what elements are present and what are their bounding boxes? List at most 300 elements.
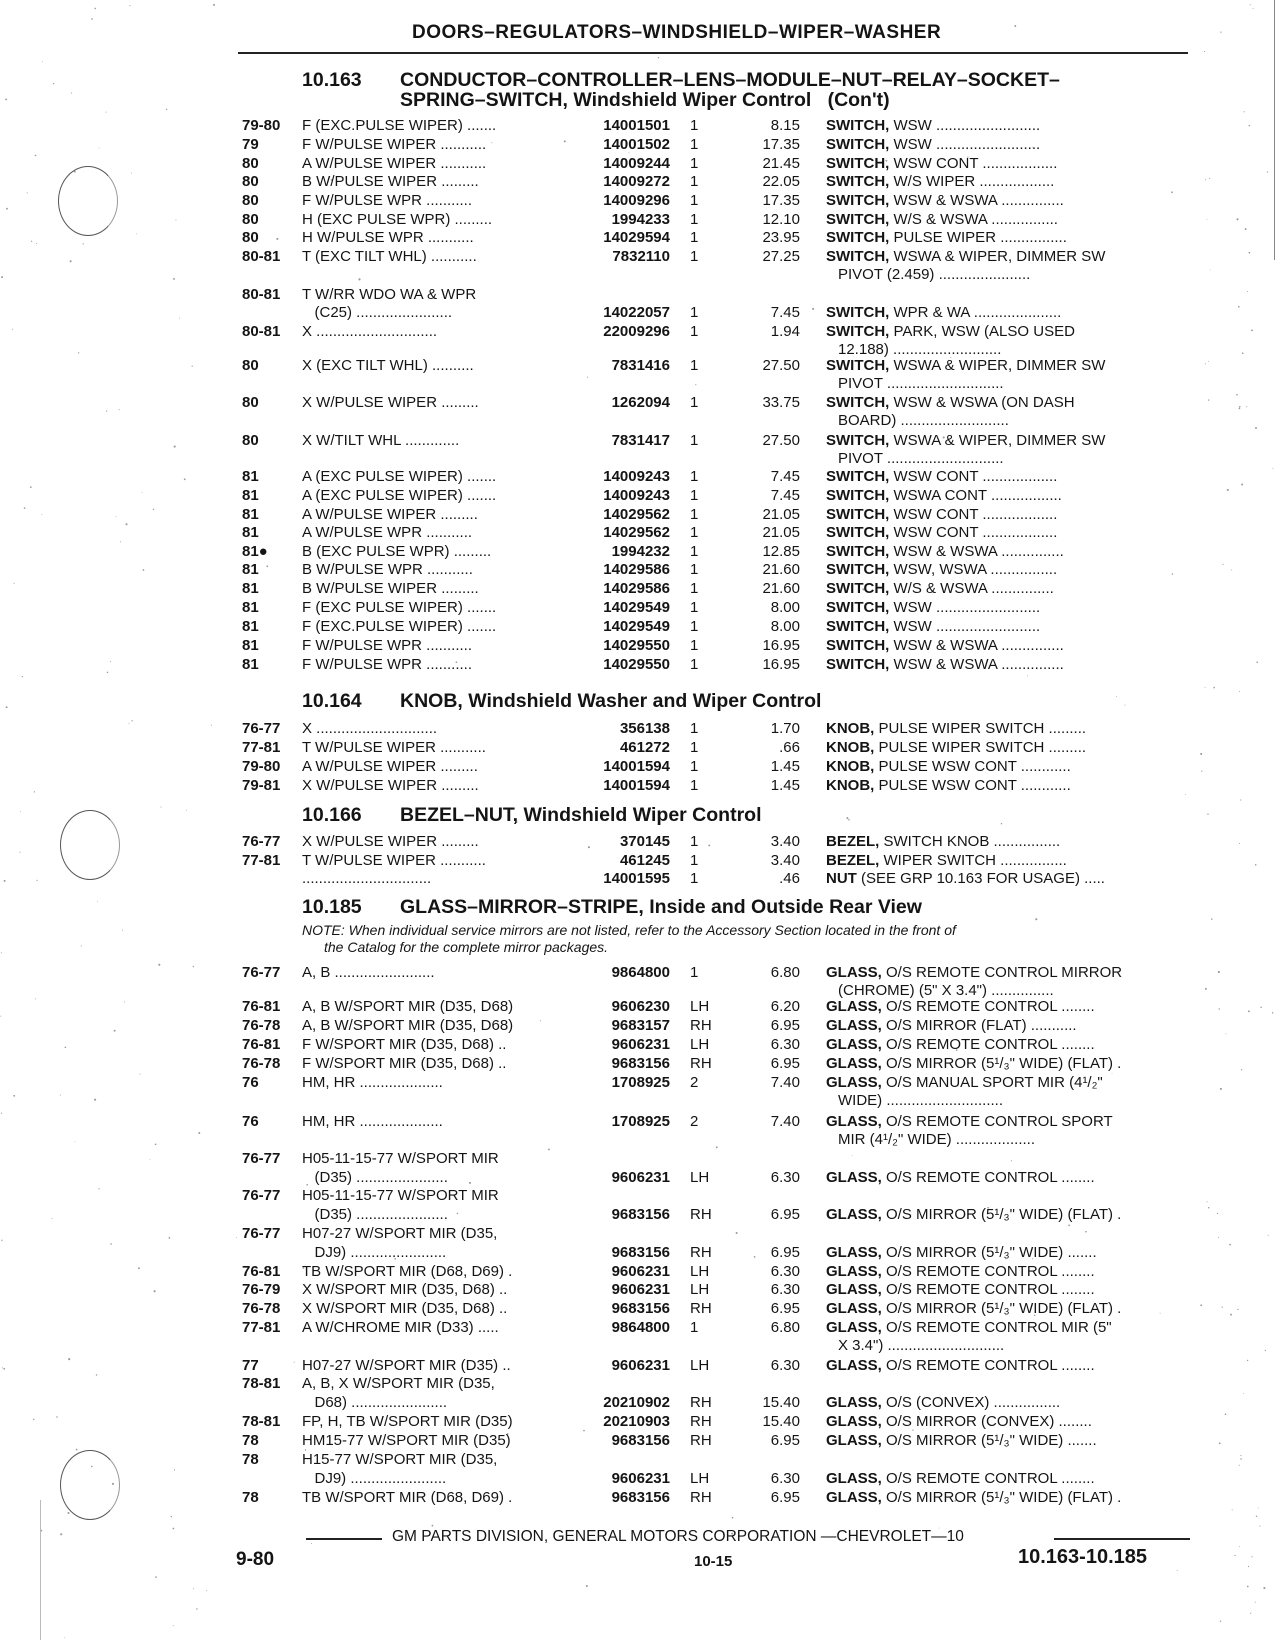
- part-detail: (SEE GRP 10.163 FOR USAGE) .....: [856, 870, 1105, 887]
- model-description: X W/PULSE WIPER .........: [302, 833, 479, 850]
- footer-group-range: 10.163-10.185: [1018, 1546, 1148, 1568]
- model-description: A, B W/SPORT MIR (D35, D68): [302, 1017, 514, 1034]
- quantity: RH: [690, 1017, 712, 1034]
- parts-row: [0, 303, 1280, 322]
- parts-row: [0, 1035, 1280, 1054]
- price: 6.80: [770, 964, 800, 981]
- part-number: 9683157: [611, 1017, 670, 1034]
- part-number: 1994232: [611, 543, 670, 560]
- part-name: GLASS,: [826, 1017, 882, 1034]
- speck: [1124, 705, 1125, 706]
- price: 27.50: [762, 432, 800, 449]
- part-detail: WSWA CONT .................: [889, 487, 1062, 504]
- model-year: 80: [242, 394, 259, 411]
- part-number: 14001502: [603, 136, 670, 153]
- part-name: SWITCH,: [826, 506, 890, 523]
- part-detail: O/S MIRROR (5¹/₃" WIDE) .......: [881, 1432, 1097, 1449]
- speck: [1251, 1556, 1252, 1557]
- part-number: 9683156: [611, 1489, 670, 1506]
- part-detail: O/S REMOTE CONTROL ........: [881, 1263, 1095, 1280]
- parts-row: [0, 997, 1280, 1016]
- part-number: 1262094: [611, 394, 670, 411]
- model-description: A W/PULSE WIPER ...........: [302, 155, 487, 172]
- model-year: 76: [242, 1113, 259, 1130]
- section-10-185-heading: [302, 897, 922, 917]
- model-description: B W/PULSE WIPER .........: [302, 580, 479, 597]
- model-year: 76-77: [242, 964, 281, 981]
- price: 6.30: [770, 1263, 800, 1280]
- model-description: DJ9) .......................: [302, 1470, 447, 1487]
- page-header: DOORS–REGULATORS–WINDSHIELD–WIPER–WASHER: [412, 22, 942, 43]
- quantity: LH: [690, 1036, 710, 1053]
- model-year: 76-77: [242, 720, 281, 737]
- part-name: GLASS,: [826, 1489, 882, 1506]
- speck: [42, 61, 43, 62]
- speck: [1177, 1570, 1178, 1571]
- model-year: 77-81: [242, 852, 281, 869]
- model-description: H07-27 W/SPORT MIR (D35) ..: [302, 1357, 511, 1374]
- part-description: [826, 1299, 1192, 1318]
- quantity: 1: [690, 192, 699, 209]
- part-name: SWITCH,: [826, 357, 890, 374]
- part-name: SWITCH,: [826, 656, 890, 673]
- section-title: BEZEL–NUT, Windshield Wiper Control: [400, 804, 762, 826]
- part-name: NUT: [826, 870, 857, 887]
- quantity: RH: [690, 1413, 712, 1430]
- part-detail: WSW & WSWA ...............: [889, 637, 1064, 654]
- speck: [1207, 813, 1208, 814]
- part-name: GLASS,: [826, 1394, 882, 1411]
- part-name: GLASS,: [826, 1074, 882, 1091]
- part-detail: O/S MIRROR (5¹/₃" WIDE) .......: [881, 1244, 1097, 1261]
- speck: [1258, 1507, 1259, 1508]
- speck: [732, 1517, 734, 1519]
- part-number: 9683156: [611, 1244, 670, 1261]
- part-number: 1708925: [611, 1074, 670, 1091]
- model-year: 77-81: [242, 739, 281, 756]
- speck: [173, 1625, 174, 1626]
- parts-row: [0, 1488, 1280, 1507]
- parts-row: [0, 393, 1280, 412]
- model-description: X .............................: [302, 720, 438, 737]
- price: 6.30: [770, 1470, 800, 1487]
- price: 15.40: [762, 1413, 800, 1430]
- model-description: H05-11-15-77 W/SPORT MIR: [302, 1187, 499, 1204]
- quantity: 1: [690, 136, 699, 153]
- parts-row: [0, 1393, 1280, 1412]
- part-description: [826, 1431, 1192, 1450]
- speck: [186, 810, 187, 811]
- part-detail: O/S REMOTE CONTROL MIRROR: [881, 964, 1123, 981]
- part-name: GLASS,: [826, 998, 882, 1015]
- model-year: 76-78: [242, 1017, 281, 1034]
- speck: [71, 93, 72, 94]
- model-description: F (EXC.PULSE WIPER) .......: [302, 117, 497, 134]
- model-description: (D35) ......................: [302, 1169, 448, 1186]
- speck: [173, 1528, 175, 1530]
- part-name: KNOB,: [826, 739, 875, 756]
- parts-row: [0, 1112, 1280, 1131]
- quantity: 1: [690, 964, 699, 981]
- part-description: [826, 1168, 1192, 1187]
- quantity: 1: [690, 468, 699, 485]
- section-number: 10.163: [302, 69, 362, 91]
- part-description: [826, 1054, 1192, 1073]
- speck: [166, 109, 167, 110]
- parts-row: [0, 322, 1280, 341]
- part-name: SWITCH,: [826, 192, 890, 209]
- part-description: [826, 869, 1192, 888]
- model-year: 79-80: [242, 117, 281, 134]
- part-name: SWITCH,: [826, 618, 890, 635]
- model-description: H (EXC PULSE WPR) .........: [302, 211, 493, 228]
- speck: [106, 112, 107, 113]
- parts-row: [0, 431, 1280, 450]
- parts-row: [0, 1224, 1280, 1243]
- model-year: 81: [242, 580, 259, 597]
- parts-row: [0, 560, 1280, 579]
- price: 6.95: [770, 1300, 800, 1317]
- part-detail: WSW & WSWA ...............: [889, 543, 1064, 560]
- speck: [658, 57, 659, 58]
- price: 6.30: [770, 1036, 800, 1053]
- part-description: [826, 210, 1192, 229]
- price: 7.45: [770, 468, 800, 485]
- quantity: RH: [690, 1206, 712, 1223]
- section-title: GLASS–MIRROR–STRIPE, Inside and Outside Rear View: [400, 896, 922, 918]
- quantity: 1: [690, 833, 699, 850]
- speck: [311, 1543, 312, 1544]
- part-name: GLASS,: [826, 1300, 882, 1317]
- parts-row: [0, 1054, 1280, 1073]
- model-description: H05-11-15-77 W/SPORT MIR: [302, 1150, 499, 1167]
- quantity: 1: [690, 229, 699, 246]
- parts-row: [0, 776, 1280, 795]
- part-description: [826, 776, 1192, 795]
- price: 21.05: [762, 524, 800, 541]
- part-detail: WSW CONT ..................: [889, 155, 1058, 172]
- parts-row: [0, 1149, 1280, 1168]
- parts-row: [0, 172, 1280, 191]
- price: 6.95: [770, 1432, 800, 1449]
- price: 6.95: [770, 1017, 800, 1034]
- model-description: (C25) .......................: [302, 304, 453, 321]
- part-description-continued: PIVOT ............................: [838, 375, 1004, 392]
- speck: [1027, 675, 1028, 676]
- price: 6.30: [770, 1357, 800, 1374]
- part-detail: WPR & WA .....................: [889, 304, 1062, 321]
- part-number: 370145: [619, 833, 670, 850]
- speck: [1253, 8, 1254, 9]
- price: 6.30: [770, 1169, 800, 1186]
- speck: [1248, 1566, 1249, 1567]
- quantity: RH: [690, 1300, 712, 1317]
- parts-row: [0, 285, 1280, 304]
- quantity: LH: [690, 998, 710, 1015]
- part-description: [826, 1280, 1192, 1299]
- model-description: FP, H, TB W/SPORT MIR (D35): [302, 1413, 513, 1430]
- speck: [1205, 687, 1206, 688]
- part-description: [826, 356, 1192, 375]
- model-year: 81: [242, 599, 259, 616]
- part-description: [826, 579, 1192, 598]
- model-description: A W/PULSE WIPER .........: [302, 506, 478, 523]
- part-number: 9683156: [611, 1432, 670, 1449]
- quantity: 1: [690, 561, 699, 578]
- model-year: 81: [242, 487, 259, 504]
- model-description: F W/SPORT MIR (D35, D68) ..: [302, 1055, 507, 1072]
- quantity: 2: [690, 1113, 699, 1130]
- part-description-continued: BOARD) ..........................: [838, 412, 1009, 429]
- quantity: 1: [690, 211, 699, 228]
- speck: [1204, 51, 1205, 52]
- part-number: 1994233: [611, 211, 670, 228]
- part-name: SWITCH,: [826, 580, 890, 597]
- quantity: 1: [690, 852, 699, 869]
- footer-date: 9-80: [236, 1549, 275, 1570]
- model-description: B W/PULSE WIPER .........: [302, 173, 479, 190]
- parts-row: [0, 1073, 1280, 1092]
- part-description: [826, 757, 1192, 776]
- price: 27.25: [762, 248, 800, 265]
- part-name: GLASS,: [826, 1169, 882, 1186]
- part-description: [826, 598, 1192, 617]
- part-description: [826, 1016, 1192, 1035]
- part-number: 14009243: [603, 468, 670, 485]
- parts-row: [0, 1469, 1280, 1488]
- parts-row: [0, 1299, 1280, 1318]
- price: 17.35: [762, 192, 800, 209]
- model-description: DJ9) .......................: [302, 1244, 447, 1261]
- model-description: H15-77 W/SPORT MIR (D35,: [302, 1451, 498, 1468]
- part-number: 9683156: [611, 1206, 670, 1223]
- quantity: 1: [690, 543, 699, 560]
- price: 27.50: [762, 357, 800, 374]
- quantity: 1: [690, 155, 699, 172]
- part-detail: O/S (CONVEX) ................: [881, 1394, 1061, 1411]
- model-year: 80-81: [242, 323, 281, 340]
- model-year: 81: [242, 506, 259, 523]
- model-description: F W/PULSE WPR ...........: [302, 656, 473, 673]
- quantity: 1: [690, 506, 699, 523]
- speck: [1244, 111, 1245, 112]
- model-year: 76-77: [242, 1225, 281, 1242]
- parts-row-continuation: [0, 449, 1280, 468]
- speck: [586, 1585, 588, 1587]
- model-year: 76-81: [242, 998, 281, 1015]
- part-detail: PULSE WSW CONT ............: [874, 758, 1071, 775]
- model-year: 81: [242, 618, 259, 635]
- model-description: H07-27 W/SPORT MIR (D35,: [302, 1225, 498, 1242]
- part-name: BEZEL,: [826, 833, 880, 850]
- price: 6.80: [770, 1319, 800, 1336]
- quantity: RH: [690, 1489, 712, 1506]
- model-description: A, B ........................: [302, 964, 435, 981]
- part-description-continued: WIDE) ............................: [838, 1092, 1004, 1109]
- model-year: 76-79: [242, 1281, 281, 1298]
- part-number: 9606231: [611, 1036, 670, 1053]
- part-name: GLASS,: [826, 1413, 882, 1430]
- price: 21.05: [762, 506, 800, 523]
- model-description: TB W/SPORT MIR (D68, D69) .: [302, 1489, 513, 1506]
- part-description: [826, 963, 1192, 982]
- section-title-continued: SPRING–SWITCH, Windshield Wiper Control (Con't): [400, 89, 890, 111]
- price: 3.40: [770, 852, 800, 869]
- speck: [60, 1533, 62, 1535]
- price: 3.40: [770, 833, 800, 850]
- parts-row: [0, 228, 1280, 247]
- part-description: [826, 135, 1192, 154]
- model-year: 76-78: [242, 1300, 281, 1317]
- price: 21.60: [762, 580, 800, 597]
- quantity: LH: [690, 1281, 710, 1298]
- speck: [1035, 918, 1037, 920]
- part-number: 14009272: [603, 173, 670, 190]
- part-name: SWITCH,: [826, 394, 890, 411]
- model-year: 76: [242, 1074, 259, 1091]
- parts-row-continuation: [0, 1130, 1280, 1149]
- parts-row: [0, 1262, 1280, 1281]
- model-description: F W/PULSE WPR ...........: [302, 192, 473, 209]
- speck: [1213, 687, 1215, 689]
- price: 1.45: [770, 758, 800, 775]
- price: 21.60: [762, 561, 800, 578]
- model-year: 80-81: [242, 286, 281, 303]
- model-year: 81: [242, 524, 259, 541]
- quantity: 1: [690, 777, 699, 794]
- model-year: 80: [242, 357, 259, 374]
- part-number: 9606231: [611, 1470, 670, 1487]
- model-description: HM15-77 W/SPORT MIR (D35): [302, 1432, 511, 1449]
- part-number: 9606231: [611, 1263, 670, 1280]
- price: 6.30: [770, 1281, 800, 1298]
- part-detail: O/S REMOTE CONTROL ........: [881, 1357, 1095, 1374]
- quantity: 2: [690, 1074, 699, 1091]
- part-name: GLASS,: [826, 1206, 882, 1223]
- part-description: [826, 1262, 1192, 1281]
- speck: [91, 18, 93, 20]
- speck: [122, 930, 123, 931]
- model-description: A W/PULSE WIPER .........: [302, 758, 478, 775]
- model-year: 78-81: [242, 1375, 281, 1392]
- part-detail: PARK, WSW (ALSO USED: [889, 323, 1075, 340]
- part-description: [826, 655, 1192, 674]
- part-number: 7832110: [612, 248, 670, 265]
- parts-row: [0, 1318, 1280, 1337]
- part-number: 14009243: [603, 487, 670, 504]
- part-detail: O/S REMOTE CONTROL ........: [881, 1470, 1095, 1487]
- part-name: GLASS,: [826, 1319, 882, 1336]
- part-number: 461245: [619, 852, 670, 869]
- model-year: 76-77: [242, 833, 281, 850]
- scan-edge-line: [40, 1500, 41, 1640]
- model-description: TB W/SPORT MIR (D68, D69) .: [302, 1263, 513, 1280]
- parts-row: [0, 523, 1280, 542]
- note-line-1: NOTE: When individual service mirrors are not listed, refer to the Accessory Section located in the front of: [302, 922, 956, 938]
- parts-row: [0, 116, 1280, 135]
- speck: [1001, 823, 1002, 824]
- speck: [196, 1608, 197, 1609]
- part-detail: WSW CONT ..................: [889, 468, 1058, 485]
- part-detail: O/S REMOTE CONTROL ........: [881, 1281, 1095, 1298]
- part-detail: PULSE WIPER SWITCH .........: [874, 739, 1087, 756]
- quantity: 1: [690, 432, 699, 449]
- note-line-2: the Catalog for the complete mirror packages.: [324, 939, 609, 955]
- part-detail: WIPER SWITCH ................: [879, 852, 1067, 869]
- section-number: 10.164: [302, 690, 362, 712]
- quantity: 1: [690, 248, 699, 265]
- part-number: 14029562: [603, 524, 670, 541]
- quantity: 1: [690, 720, 699, 737]
- model-description: B (EXC PULSE WPR) .........: [302, 543, 492, 560]
- price: 1.70: [770, 720, 800, 737]
- part-number: 20210902: [603, 1394, 670, 1411]
- part-name: SWITCH,: [826, 561, 890, 578]
- part-number: 14001501: [603, 117, 670, 134]
- part-description: [826, 1073, 1192, 1092]
- parts-row: [0, 210, 1280, 229]
- parts-row-continuation: [0, 411, 1280, 430]
- part-number: 14029550: [603, 656, 670, 673]
- speck: [129, 5, 130, 6]
- part-description: [826, 832, 1192, 851]
- model-description: A, B W/SPORT MIR (D35, D68): [302, 998, 514, 1015]
- parts-row: [0, 247, 1280, 266]
- part-name: GLASS,: [826, 1055, 882, 1072]
- model-description: HM, HR ....................: [302, 1074, 443, 1091]
- speck: [5, 98, 7, 100]
- part-detail: O/S MIRROR (5¹/₃" WIDE) (FLAT) .: [881, 1489, 1122, 1506]
- part-description: [826, 1412, 1192, 1431]
- parts-row: [0, 598, 1280, 617]
- parts-row: [0, 467, 1280, 486]
- section-10-166-heading: [302, 805, 761, 825]
- price: 1.45: [770, 777, 800, 794]
- part-number: 14001595: [603, 870, 670, 887]
- speck: [20, 811, 21, 812]
- speck: [1250, 4, 1251, 5]
- part-number: 14029562: [603, 506, 670, 523]
- model-year: 78: [242, 1451, 259, 1468]
- part-detail: O/S MIRROR (5¹/₃" WIDE) (FLAT) .: [881, 1206, 1122, 1223]
- price: 22.05: [762, 173, 800, 190]
- part-description-continued: MIR (4¹/₂" WIDE) ...................: [838, 1131, 1035, 1148]
- quantity: 1: [690, 323, 699, 340]
- part-description: [826, 560, 1192, 579]
- speck: [81, 945, 82, 946]
- part-detail: WSW .........................: [889, 599, 1041, 616]
- part-detail: WSW & WSWA ...............: [889, 192, 1064, 209]
- header-rule: [238, 52, 1188, 54]
- part-detail: O/S REMOTE CONTROL ........: [881, 998, 1095, 1015]
- price: 17.35: [762, 136, 800, 153]
- part-name: GLASS,: [826, 964, 882, 981]
- quantity: 1: [690, 739, 699, 756]
- price: 6.95: [770, 1489, 800, 1506]
- section-10-164-heading: [302, 691, 821, 711]
- model-description: ...............................: [302, 870, 432, 887]
- parts-row: [0, 1205, 1280, 1224]
- parts-row-continuation: [0, 265, 1280, 284]
- speck: [53, 83, 54, 84]
- model-year: 78-81: [242, 1413, 281, 1430]
- part-name: SWITCH,: [826, 248, 890, 265]
- model-description: F (EXC.PULSE WIPER) .......: [302, 618, 497, 635]
- price: 7.40: [770, 1113, 800, 1130]
- speck: [206, 1590, 207, 1591]
- part-name: SWITCH,: [826, 304, 890, 321]
- part-number: 20210903: [603, 1413, 670, 1430]
